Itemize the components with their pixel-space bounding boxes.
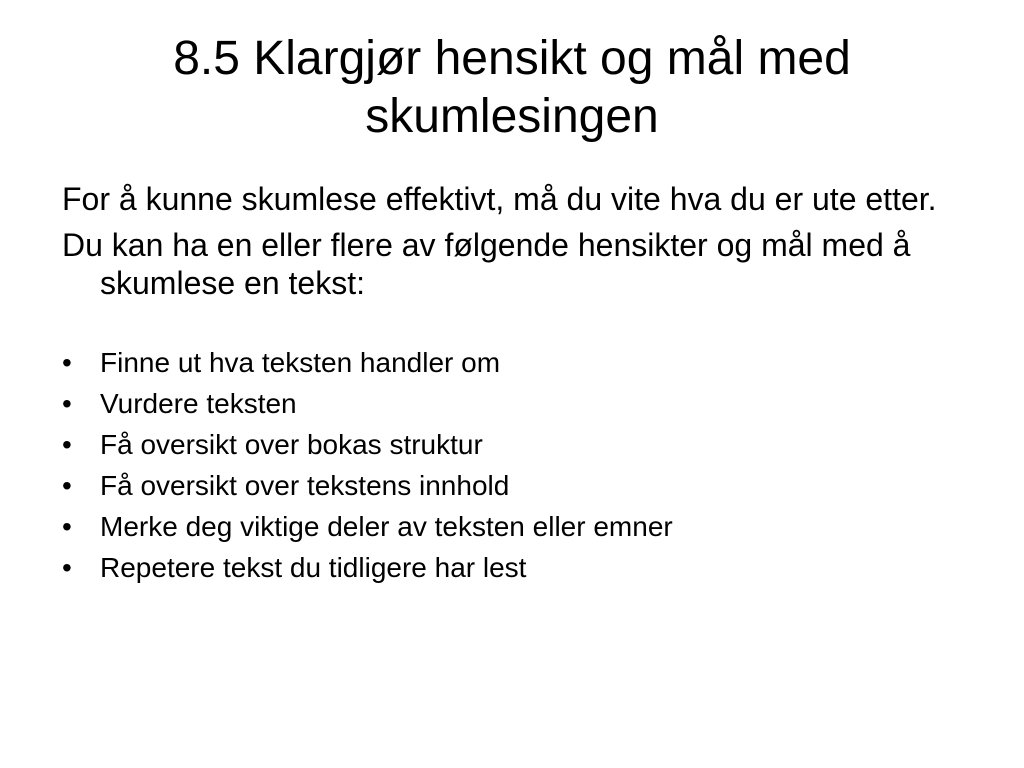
list-item xyxy=(62,342,962,383)
bullet-icon: • xyxy=(62,347,72,378)
list-item xyxy=(62,465,962,506)
bullet-icon: • xyxy=(62,552,72,583)
list-item-text: Få oversikt over bokas struktur xyxy=(100,429,483,460)
intro-paragraph: For å kunne skumlese effektivt, må du vite hva du er ute etter. xyxy=(62,181,937,217)
bullet-icon: • xyxy=(62,388,72,419)
list-item xyxy=(62,383,962,424)
slide-body xyxy=(62,180,962,588)
list-item xyxy=(62,424,962,465)
lead-in-paragraph: Du kan ha en eller flere av følgende hensikter og mål med å skumlese en tekst: xyxy=(62,227,911,301)
bullet-icon: • xyxy=(62,511,72,542)
slide-title-line: 8.5 Klargjør hensikt og mål med xyxy=(173,32,851,85)
list-item xyxy=(62,547,962,588)
list-item-text: Få oversikt over tekstens innhold xyxy=(100,470,510,501)
slide-title-line: skumlesingen xyxy=(365,90,659,143)
bullet-icon: • xyxy=(62,429,72,460)
list-item-text: Finne ut hva teksten handler om xyxy=(100,347,501,378)
list-item-text: Merke deg viktige deler av teksten eller emner xyxy=(100,511,673,542)
list-item-text: Repetere tekst du tidligere har lest xyxy=(100,552,527,583)
list-item-text: Vurdere teksten xyxy=(100,388,297,419)
list-item xyxy=(62,506,962,547)
slide-title xyxy=(40,30,984,146)
bullet-icon: • xyxy=(62,470,72,501)
goal-list xyxy=(62,342,962,588)
